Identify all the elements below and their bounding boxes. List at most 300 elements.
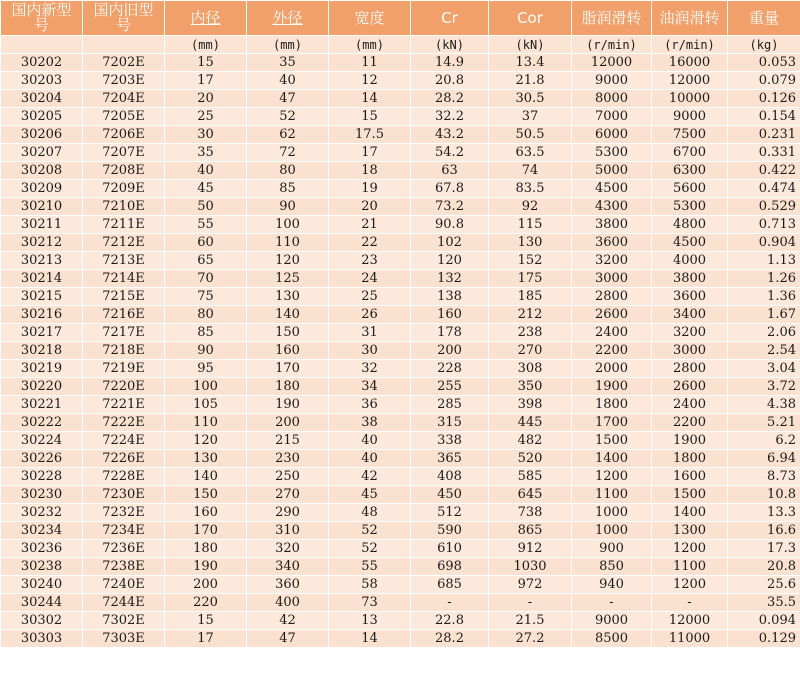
table-cell: 100 xyxy=(247,216,329,234)
table-cell: 175 xyxy=(489,270,572,288)
table-cell: - xyxy=(572,594,652,612)
table-row xyxy=(1,198,800,216)
table-cell: 1000 xyxy=(572,522,652,540)
column-header-label: Cor xyxy=(517,8,543,27)
table-cell: 1200 xyxy=(652,576,728,594)
table-cell: 6300 xyxy=(652,162,728,180)
table-cell: 160 xyxy=(165,504,247,522)
table-cell: 585 xyxy=(489,468,572,486)
table-cell: 30219 xyxy=(1,360,83,378)
table-cell: 152 xyxy=(489,252,572,270)
table-cell: 31 xyxy=(329,324,411,342)
table-cell: 130 xyxy=(165,450,247,468)
table-cell: 30303 xyxy=(1,630,83,648)
table-cell: 30213 xyxy=(1,252,83,270)
table-cell: 1700 xyxy=(572,414,652,432)
table-cell: 30234 xyxy=(1,522,83,540)
table-row xyxy=(1,414,800,432)
table-cell: 28.2 xyxy=(411,630,489,648)
table-cell: 28.2 xyxy=(411,90,489,108)
table-cell: 12000 xyxy=(572,54,652,72)
column-header-label: 外径 xyxy=(272,8,303,27)
table-cell: 72 xyxy=(247,144,329,162)
table-row xyxy=(1,288,800,306)
table-cell: 16000 xyxy=(652,54,728,72)
table-cell: 120 xyxy=(247,252,329,270)
table-cell: 912 xyxy=(489,540,572,558)
unit-cell xyxy=(1,36,83,54)
table-cell: 13.4 xyxy=(489,54,572,72)
table-cell: 67.8 xyxy=(411,180,489,198)
table-cell: 6700 xyxy=(652,144,728,162)
table-cell: 92 xyxy=(489,198,572,216)
table-cell: 48 xyxy=(329,504,411,522)
table-cell: 180 xyxy=(165,540,247,558)
table-cell: 45 xyxy=(165,180,247,198)
table-cell: 30217 xyxy=(1,324,83,342)
table-cell: 52 xyxy=(247,108,329,126)
table-cell: 13 xyxy=(329,612,411,630)
table-cell: 30202 xyxy=(1,54,83,72)
table-cell: 65 xyxy=(165,252,247,270)
column-header-label: 脂润滑转 xyxy=(581,8,642,27)
table-cell: 90 xyxy=(247,198,329,216)
table-cell: 7207E xyxy=(83,144,165,162)
table-cell: 1200 xyxy=(652,540,728,558)
table-cell: 95 xyxy=(165,360,247,378)
table-cell: 1100 xyxy=(652,558,728,576)
table-cell: 7202E xyxy=(83,54,165,72)
column-header-label: 油润滑转 xyxy=(659,8,720,27)
table-cell: 21.8 xyxy=(489,72,572,90)
table-cell: 30216 xyxy=(1,306,83,324)
table-cell: 130 xyxy=(489,234,572,252)
table-cell: 7500 xyxy=(652,126,728,144)
table-row xyxy=(1,576,800,594)
table-cell: 11 xyxy=(329,54,411,72)
table-cell: 0.331 xyxy=(728,144,800,162)
table-row xyxy=(1,216,800,234)
table-cell: 7215E xyxy=(83,288,165,306)
table-cell: 7000 xyxy=(572,108,652,126)
table-cell: 25 xyxy=(329,288,411,306)
table-cell: 220 xyxy=(165,594,247,612)
table-cell: 3400 xyxy=(652,306,728,324)
table-cell: 12000 xyxy=(652,612,728,630)
table-cell: 1.13 xyxy=(728,252,800,270)
column-header-label: 内径 xyxy=(190,8,221,27)
table-cell: 17 xyxy=(165,72,247,90)
column-header-label: 重量 xyxy=(748,8,779,27)
table-cell: 54.2 xyxy=(411,144,489,162)
table-cell: 150 xyxy=(165,486,247,504)
table-row xyxy=(1,594,800,612)
table-cell: 14 xyxy=(329,90,411,108)
table-row xyxy=(1,126,800,144)
table-cell: 398 xyxy=(489,396,572,414)
table-cell: 212 xyxy=(489,306,572,324)
table-cell: 350 xyxy=(489,378,572,396)
table-cell: 4500 xyxy=(572,180,652,198)
table-cell: 1400 xyxy=(652,504,728,522)
table-cell: 3000 xyxy=(652,342,728,360)
table-cell: 7240E xyxy=(83,576,165,594)
table-cell: 3800 xyxy=(572,216,652,234)
column-header-label: 国内新型 xyxy=(11,1,72,19)
table-cell: 3800 xyxy=(652,270,728,288)
table-cell: 238 xyxy=(489,324,572,342)
table-cell: 5600 xyxy=(652,180,728,198)
table-cell: 40 xyxy=(329,432,411,450)
table-cell: 685 xyxy=(411,576,489,594)
table-cell: 7228E xyxy=(83,468,165,486)
table-cell: 7217E xyxy=(83,324,165,342)
column-header xyxy=(165,1,247,36)
table-cell: 940 xyxy=(572,576,652,594)
table-row xyxy=(1,486,800,504)
table-row xyxy=(1,612,800,630)
table-cell: 6.94 xyxy=(728,450,800,468)
table-cell: 4000 xyxy=(652,252,728,270)
table-row xyxy=(1,270,800,288)
table-cell: 120 xyxy=(411,252,489,270)
table-cell: 26 xyxy=(329,306,411,324)
table-cell: 115 xyxy=(489,216,572,234)
table-cell: 30221 xyxy=(1,396,83,414)
table-cell: 2800 xyxy=(652,360,728,378)
table-cell: 25 xyxy=(165,108,247,126)
table-cell: 102 xyxy=(411,234,489,252)
table-cell: 23 xyxy=(329,252,411,270)
table-cell: 25.6 xyxy=(728,576,800,594)
table-cell: 2600 xyxy=(572,306,652,324)
table-cell: 17.3 xyxy=(728,540,800,558)
table-cell: 645 xyxy=(489,486,572,504)
table-row xyxy=(1,450,800,468)
table-cell: 34 xyxy=(329,378,411,396)
table-cell: 16.6 xyxy=(728,522,800,540)
table-cell: 972 xyxy=(489,576,572,594)
table-cell: 35 xyxy=(247,54,329,72)
table-cell: 5000 xyxy=(572,162,652,180)
table-cell: 1400 xyxy=(572,450,652,468)
table-cell: 3600 xyxy=(652,288,728,306)
table-cell: 200 xyxy=(247,414,329,432)
table-cell: 7232E xyxy=(83,504,165,522)
table-cell: 400 xyxy=(247,594,329,612)
table-cell: 4500 xyxy=(652,234,728,252)
table-cell: 73 xyxy=(329,594,411,612)
table-cell: 610 xyxy=(411,540,489,558)
table-cell: 15 xyxy=(329,108,411,126)
table-cell: 52 xyxy=(329,540,411,558)
table-cell: 40 xyxy=(247,72,329,90)
table-cell: 80 xyxy=(165,306,247,324)
table-cell: 315 xyxy=(411,414,489,432)
table-row xyxy=(1,54,800,72)
table-cell: 11000 xyxy=(652,630,728,648)
table-header xyxy=(1,1,800,54)
table-cell: 30228 xyxy=(1,468,83,486)
unit-cell: (mm) xyxy=(329,36,411,54)
table-cell: 17.5 xyxy=(329,126,411,144)
table-cell: 8000 xyxy=(572,90,652,108)
table-cell: 1200 xyxy=(572,468,652,486)
table-cell: 900 xyxy=(572,540,652,558)
table-cell: 30215 xyxy=(1,288,83,306)
table-cell: 228 xyxy=(411,360,489,378)
table-cell: 130 xyxy=(247,288,329,306)
table-cell: 0.904 xyxy=(728,234,800,252)
table-row xyxy=(1,342,800,360)
table-cell: 22.8 xyxy=(411,612,489,630)
table-cell: 1000 xyxy=(572,504,652,522)
table-cell: 30209 xyxy=(1,180,83,198)
table-cell: - xyxy=(652,594,728,612)
table-cell: 160 xyxy=(411,306,489,324)
table-row xyxy=(1,252,800,270)
table-cell: 445 xyxy=(489,414,572,432)
table-cell: 17 xyxy=(329,144,411,162)
table-cell: 17 xyxy=(165,630,247,648)
table-cell: 21.5 xyxy=(489,612,572,630)
table-cell: 7204E xyxy=(83,90,165,108)
table-row xyxy=(1,324,800,342)
table-cell: 22 xyxy=(329,234,411,252)
table-cell: 110 xyxy=(247,234,329,252)
table-cell: 2200 xyxy=(652,414,728,432)
table-cell: 285 xyxy=(411,396,489,414)
table-cell: 60 xyxy=(165,234,247,252)
table-cell: 320 xyxy=(247,540,329,558)
table-row xyxy=(1,162,800,180)
table-cell: 52 xyxy=(329,522,411,540)
table-cell: 7226E xyxy=(83,450,165,468)
table-row xyxy=(1,144,800,162)
table-cell: 19 xyxy=(329,180,411,198)
table-cell: 450 xyxy=(411,486,489,504)
table-cell: 37 xyxy=(489,108,572,126)
table-cell: 7236E xyxy=(83,540,165,558)
unit-cell: (mm) xyxy=(165,36,247,54)
table-cell: 1800 xyxy=(572,396,652,414)
table-cell: 0.474 xyxy=(728,180,800,198)
table-cell: 865 xyxy=(489,522,572,540)
table-cell: 698 xyxy=(411,558,489,576)
table-cell: 190 xyxy=(165,558,247,576)
table-cell: 2000 xyxy=(572,360,652,378)
table-cell: 2200 xyxy=(572,342,652,360)
table-cell: 125 xyxy=(247,270,329,288)
table-cell: 50 xyxy=(165,198,247,216)
table-cell: 10000 xyxy=(652,90,728,108)
table-cell: 590 xyxy=(411,522,489,540)
table-cell: 0.126 xyxy=(728,90,800,108)
table-row xyxy=(1,108,800,126)
table-cell: 110 xyxy=(165,414,247,432)
table-cell: 30.5 xyxy=(489,90,572,108)
table-cell: 30207 xyxy=(1,144,83,162)
table-cell: 30226 xyxy=(1,450,83,468)
table-cell: 7303E xyxy=(83,630,165,648)
table-cell: 12000 xyxy=(652,72,728,90)
column-header xyxy=(83,1,165,36)
table-cell: 1030 xyxy=(489,558,572,576)
table-row xyxy=(1,504,800,522)
table-cell: - xyxy=(489,594,572,612)
table-cell: 32.2 xyxy=(411,108,489,126)
table-cell: 63 xyxy=(411,162,489,180)
table-cell: 8.73 xyxy=(728,468,800,486)
unit-cell: (r/min) xyxy=(652,36,728,54)
table-cell: 90 xyxy=(165,342,247,360)
table-cell: 7220E xyxy=(83,378,165,396)
table-cell: 338 xyxy=(411,432,489,450)
table-row xyxy=(1,522,800,540)
table-cell: 85 xyxy=(247,180,329,198)
table-cell: 30230 xyxy=(1,486,83,504)
table-cell: 0.529 xyxy=(728,198,800,216)
table-cell: 1500 xyxy=(652,486,728,504)
table-cell: 120 xyxy=(165,432,247,450)
table-cell: 2800 xyxy=(572,288,652,306)
column-header xyxy=(572,1,652,36)
table-cell: 9000 xyxy=(572,612,652,630)
unit-cell: (r/min) xyxy=(572,36,652,54)
table-cell: 9000 xyxy=(652,108,728,126)
table-cell: 20.8 xyxy=(411,72,489,90)
table-cell: 75 xyxy=(165,288,247,306)
table-cell: 63.5 xyxy=(489,144,572,162)
table-cell: 1.36 xyxy=(728,288,800,306)
table-cell: 5300 xyxy=(652,198,728,216)
table-row xyxy=(1,432,800,450)
column-header xyxy=(1,1,83,36)
table-cell: 70 xyxy=(165,270,247,288)
table-cell: 8500 xyxy=(572,630,652,648)
table-cell: 3200 xyxy=(572,252,652,270)
table-cell: 3600 xyxy=(572,234,652,252)
column-header-label: Cr xyxy=(441,8,458,27)
table-cell: 30 xyxy=(329,342,411,360)
table-cell: 73.2 xyxy=(411,198,489,216)
table-cell: 24 xyxy=(329,270,411,288)
table-cell: 50.5 xyxy=(489,126,572,144)
table-cell: 30210 xyxy=(1,198,83,216)
unit-cell: (kg) xyxy=(728,36,800,54)
table-cell: 270 xyxy=(489,342,572,360)
table-cell: 55 xyxy=(329,558,411,576)
table-cell: 30224 xyxy=(1,432,83,450)
table-row xyxy=(1,72,800,90)
table-row xyxy=(1,396,800,414)
column-header xyxy=(247,1,329,36)
table-cell: 12 xyxy=(329,72,411,90)
table-cell: 3000 xyxy=(572,270,652,288)
table-cell: 30205 xyxy=(1,108,83,126)
table-row xyxy=(1,378,800,396)
table-cell: 7205E xyxy=(83,108,165,126)
table-row xyxy=(1,234,800,252)
table-cell: 32 xyxy=(329,360,411,378)
table-cell: 80 xyxy=(247,162,329,180)
table-cell: 30240 xyxy=(1,576,83,594)
table-cell: 738 xyxy=(489,504,572,522)
table-cell: 0.094 xyxy=(728,612,800,630)
table-cell: 7214E xyxy=(83,270,165,288)
table-cell: 512 xyxy=(411,504,489,522)
table-row xyxy=(1,468,800,486)
table-cell: 1.26 xyxy=(728,270,800,288)
table-cell: 30211 xyxy=(1,216,83,234)
table-cell: 36 xyxy=(329,396,411,414)
table-cell: 3.72 xyxy=(728,378,800,396)
table-row xyxy=(1,90,800,108)
table-cell: 0.713 xyxy=(728,216,800,234)
table-cell: 30244 xyxy=(1,594,83,612)
table-cell: 6000 xyxy=(572,126,652,144)
table-cell: 140 xyxy=(247,306,329,324)
header-row xyxy=(1,1,800,36)
column-header xyxy=(728,1,800,36)
table-cell: 7230E xyxy=(83,486,165,504)
table-cell: 4300 xyxy=(572,198,652,216)
table-cell: 20 xyxy=(329,198,411,216)
table-cell: 30 xyxy=(165,126,247,144)
table-cell: 0.053 xyxy=(728,54,800,72)
table-cell: 0.129 xyxy=(728,630,800,648)
table-cell: 160 xyxy=(247,342,329,360)
table-cell: 27.2 xyxy=(489,630,572,648)
column-header-label-cont: 号 xyxy=(33,16,49,34)
column-header xyxy=(411,1,489,36)
table-cell: 1900 xyxy=(652,432,728,450)
table-cell: 30203 xyxy=(1,72,83,90)
table-cell: 43.2 xyxy=(411,126,489,144)
table-cell: 30212 xyxy=(1,234,83,252)
table-cell: 90.8 xyxy=(411,216,489,234)
table-cell: 40 xyxy=(165,162,247,180)
table-cell: 30222 xyxy=(1,414,83,432)
table-cell: 340 xyxy=(247,558,329,576)
table-cell: 1500 xyxy=(572,432,652,450)
table-cell: 47 xyxy=(247,90,329,108)
table-cell: 45 xyxy=(329,486,411,504)
table-cell: 35.5 xyxy=(728,594,800,612)
table-cell: 7234E xyxy=(83,522,165,540)
table-cell: 7218E xyxy=(83,342,165,360)
table-cell: 1.67 xyxy=(728,306,800,324)
table-cell: 7216E xyxy=(83,306,165,324)
table-cell: 30302 xyxy=(1,612,83,630)
table-cell: 62 xyxy=(247,126,329,144)
unit-cell: (mm) xyxy=(247,36,329,54)
table-cell: 20.8 xyxy=(728,558,800,576)
table-cell: 2.54 xyxy=(728,342,800,360)
table-cell: 180 xyxy=(247,378,329,396)
table-cell: - xyxy=(411,594,489,612)
table-cell: 200 xyxy=(411,342,489,360)
table-cell: 230 xyxy=(247,450,329,468)
table-cell: 2.06 xyxy=(728,324,800,342)
table-cell: 2400 xyxy=(652,396,728,414)
table-cell: 42 xyxy=(247,612,329,630)
table-cell: 2400 xyxy=(572,324,652,342)
table-cell: 14 xyxy=(329,630,411,648)
column-header xyxy=(652,1,728,36)
table-cell: 7209E xyxy=(83,180,165,198)
table-cell: 365 xyxy=(411,450,489,468)
